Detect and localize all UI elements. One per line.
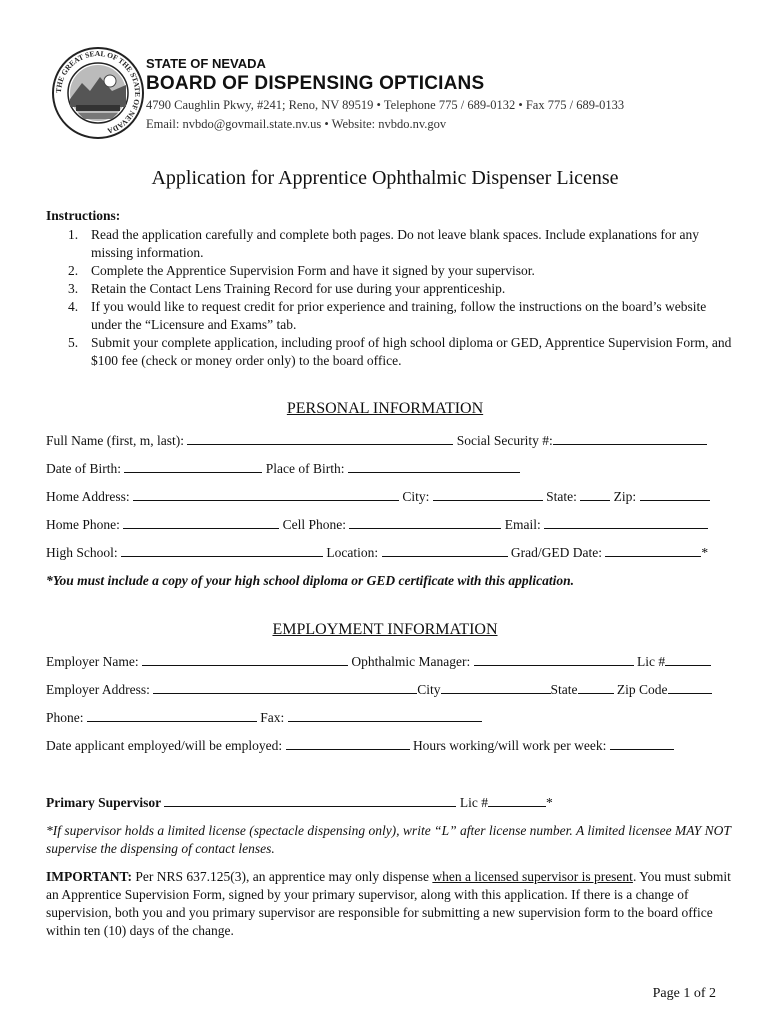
employment-info-heading: EMPLOYMENT INFORMATION [272,621,498,638]
home-zip-field[interactable] [640,488,710,501]
employer-address-field[interactable] [153,681,417,694]
employer-row: Employer Name: Ophthalmic Manager: Lic # [46,653,711,670]
pob-field[interactable] [348,460,520,473]
limited-license-note: *If supervisor holds a limited license (spectacle dispensing only), write “L” after license number. A limited licensee MAY NOT supervise the dispensing of contact lenses. [46,823,731,856]
grad-date-field[interactable] [605,544,701,557]
hours-field[interactable] [610,737,674,750]
employer-state-field[interactable] [578,681,614,694]
full-name-field[interactable] [187,432,453,445]
diploma-note: *You must include a copy of your high school diploma or GED certificate with this application. [46,573,575,588]
employer-phone-row: Phone: Fax: [46,709,482,726]
instruction-item: 1. Read the application carefully and complete both pages. Do not leave blank spaces. Include explanations for any missing information. [68,227,700,260]
date-employed-field[interactable] [286,737,410,750]
cell-phone-field[interactable] [349,516,501,529]
phone-row: Home Phone: Cell Phone: Email: [46,516,708,533]
board-contact: Email: nvbdo@govmail.state.nv.us • Website: nvbdo.nv.gov [146,117,447,131]
primary-supervisor-row: Primary Supervisor Lic # * [46,795,553,810]
employer-fax-field[interactable] [288,709,482,722]
instruction-item: 2. Complete the Apprentice Supervision Form and have it signed by your supervisor. [68,263,535,278]
email-field[interactable] [544,516,708,529]
state-seal [52,47,144,139]
state-name: STATE OF NEVADA [146,56,266,71]
high-school-row: High School: Location: Grad/GED Date: * [46,545,709,560]
employment-date-row: Date applicant employed/will be employed: Hours working/will work per week: [46,737,674,754]
home-address-row: Home Address: City: State: Zip: [46,488,710,505]
svg-text:THE GREAT SEAL OF THE STATE OF: THE GREAT SEAL OF THE STATE OF NEVADA [53,48,143,136]
full-name-row: Full Name (first, m, last): Social Security #: [46,432,707,449]
employer-zip-field[interactable] [668,681,712,694]
home-city-field[interactable] [433,488,543,501]
employer-city-field[interactable] [441,681,551,694]
personal-info-heading: PERSONAL INFORMATION [286,400,484,417]
primary-supervisor-field[interactable] [164,794,456,807]
board-name: BOARD OF DISPENSING OPTICIANS [146,73,485,94]
instruction-item: 4. If you would like to request credit for prior experience and training, follow the instructions on the board’s website under the “Licensure and Exams” tab. [68,299,707,332]
high-school-field[interactable] [121,544,323,557]
board-address: 4790 Caughlin Pkwy, #241; Reno, NV 89519 • Telephone 775 / 689-0132 • Fax 775 / 689-0133 [146,98,625,112]
home-address-field[interactable] [133,488,399,501]
home-state-field[interactable] [580,488,610,501]
instruction-item: 3. Retain the Contact Lens Training Record for use during your apprenticeship. [68,281,506,296]
employer-phone-field[interactable] [87,709,257,722]
document-title: Application for Apprentice Ophthalmic Dispenser License [151,167,619,189]
manager-lic-field[interactable] [665,653,711,666]
important-notice: IMPORTANT: Per NRS 637.125(3), an apprentice may only dispense when a licensed supervisor is present. You must submit an Apprentice Supervision Form, signed by your primary supervisor, along with this application. If there is a change of supervision, both you and you primary supervisor are responsible for submitting a new supervision form to the board office within ten (10) days of the change. [46,869,731,938]
employer-name-field[interactable] [142,653,348,666]
supervisor-lic-field[interactable] [488,794,546,807]
instruction-item: 5. Submit your complete application, including proof of high school diploma or GED, Apprentice Supervision Form, and $100 fee (check or money order only) to the board office. [68,335,732,368]
dob-field[interactable] [124,460,262,473]
school-location-field[interactable] [382,544,508,557]
instructions-list [46,226,736,370]
ophthalmic-manager-field[interactable] [474,653,634,666]
instructions-heading: Instructions: [46,208,121,223]
page-number: Page 1 of 2 [652,986,716,1001]
ssn-field[interactable] [553,432,707,445]
birth-row: Date of Birth: Place of Birth: [46,460,520,477]
home-phone-field[interactable] [123,516,279,529]
employer-address-row: Employer Address: City State Zip Code [46,681,712,698]
